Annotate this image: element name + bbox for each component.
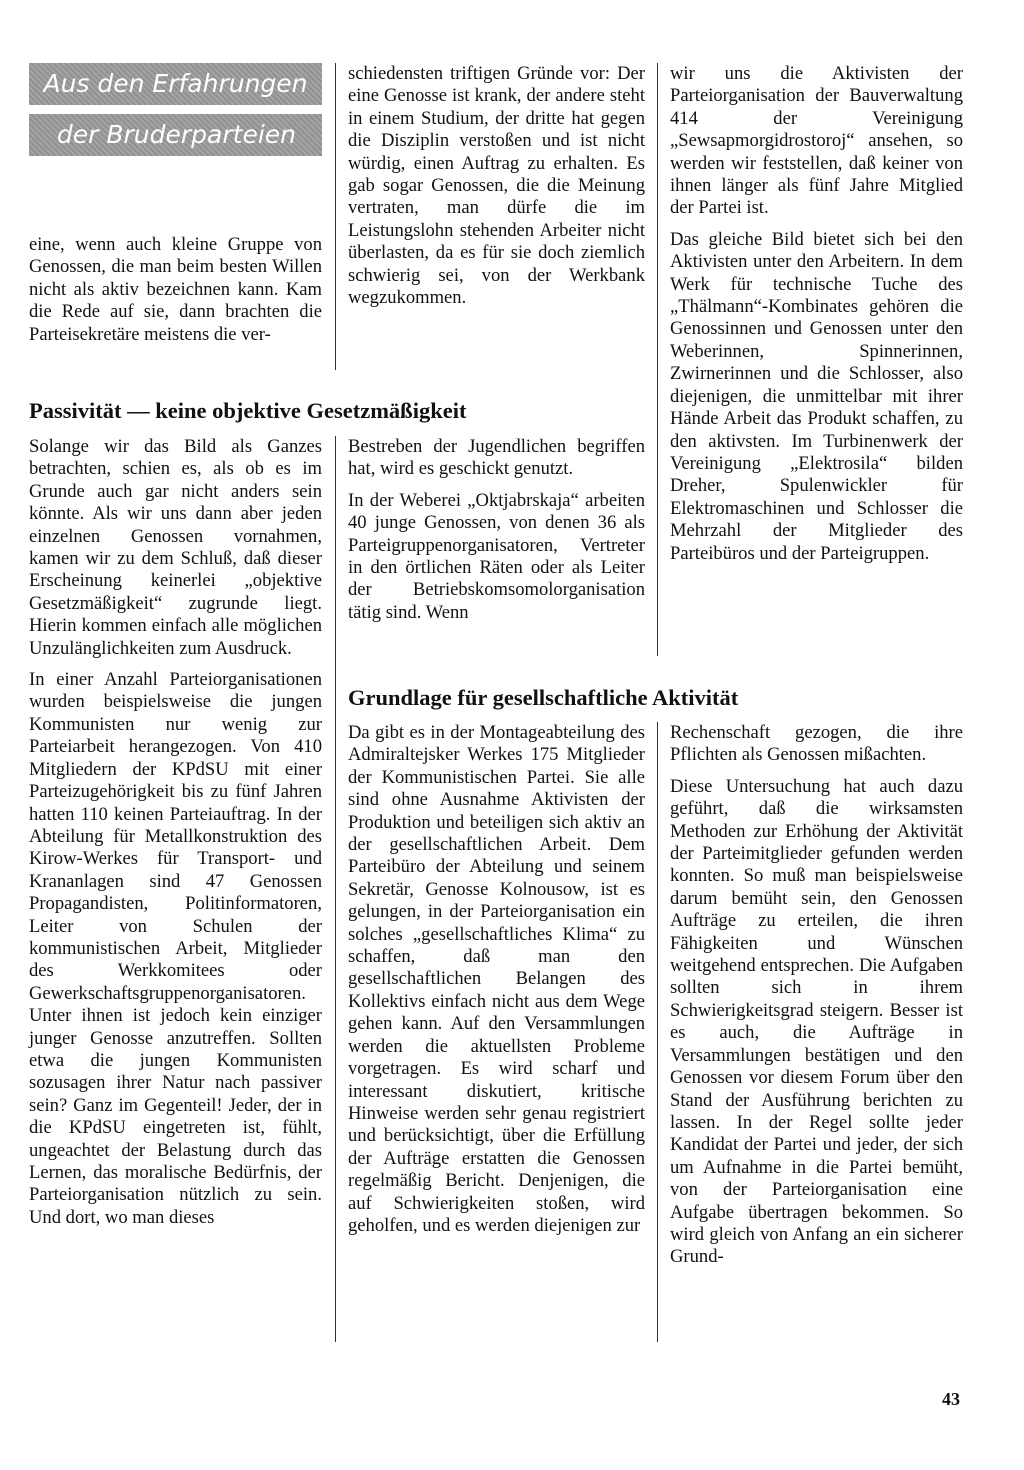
paragraph: wir uns die Aktivisten der Parteiorganisation der Bauverwaltung 414 der Vereinigung „Sewsapmorgidrostoroj“ ansehen, so werden wir feststellen, daß keiner von ihnen länger als fünf Jahre Mitglied der Partei ist. — [670, 63, 963, 219]
series-banner-line-2: der Bruderparteien — [29, 114, 322, 156]
column-2-passivity — [348, 436, 645, 624]
paragraph: Da gibt es in der Montageabteilung des Admiraltejsker Werkes 175 Mitglieder der Kommunistischen Partei. Sie alle sind ohne Ausnahme Aktivisten der Produktion und beteiligen sich aktiv an der gesellschaftlichen Arbeit. Dem Parteibüro der Abteilung und seinem Sekretär, Genosse Kolnousow, ist es gelungen, in der Parteiorganisation ein solches „gesellschaftliches Klima“ zu schaffen, daß man den gesellschaftlichen Belangen des Kollektivs einfach nicht aus dem Wege gehen kann. Auf den Versammlungen werden die aktuellsten Probleme vorgetragen. Es wird scharf und interessant diskutiert, kritische Hinweise werden sehr genau registriert und berücksichtigt, über die Erfüllung der Aufträge erstatten die Genossen regelmäßig Bericht. Denjenigen, die auf Schwierigkeiten stoßen, wird geholfen, und es werden diejenigen zur — [348, 722, 645, 1236]
column-3-top — [670, 63, 963, 565]
section-heading-foundation: Grundlage für gesellschaftliche Aktivität — [348, 685, 739, 710]
paragraph: In einer Anzahl Parteiorganisationen wurden beispielsweise die jungen Kommunisten nur wenig zur Parteiarbeit herangezogen. Von 410 Mitgliedern der KPdSU mit einer Parteizugehörigkeit bis zu fünf Jahren hatten 110 keinen Parteiauftrag. In der Abteilung für Metallkonstruktion des Kirow-Werkes für Transport- und Krananlagen sind 47 Genossen Propagandisten, Politinformatoren, Leiter von Schulen der kommunistischen Arbeit, Mitglieder des Werkkomitees oder Gewerkschaftsgruppenorganisatoren. Unter ihnen ist jedoch kein einziger junger Genosse anzutreffen. Sollten etwa die jungen Kommunisten sozusagen ihrer Natur nach passiver sein? Ganz im Gegenteil! Jeder, der in die KPdSU eingetreten ist, fühlt, ungeachtet der Belastung durch das Lernen, das moralische Bedürfnis, der Parteiorganisation nützlich zu sein. Und dort, wo man dieses — [29, 669, 322, 1228]
column-3-bottom — [670, 722, 963, 1269]
paragraph: Rechenschaft gezogen, die ihre Pflichten als Genossen mißachten. — [670, 722, 963, 766]
paragraph: Diese Untersuchung hat auch dazu geführt, daß die wirksamsten Methoden zur Erhöhung der Aktivität der Parteimitglieder gefunden werden konnten. So muß man beispielsweise darum bemüht sein, den Genossen Aufträge zu erteilen, die ihren Fähigkeiten und Wünschen weitgehend entsprechen. Die Aufgaben sollten sich in ihrem Schwierigkeitsgrad steigern. Besser ist es auch, die Aufträge in Versammlungen bestätigen und den Genossen vor diesem Forum über den Stand der Ausführung berichten zu lassen. In der Regel sollte jeder Kandidat der Partei und jeder, der sich um Aufnahme in die Partei bemüht, von der Parteiorganisation eine Aufgabe übertragen bekommen. So wird gleich von Anfang an ein sicherer Grund- — [670, 775, 963, 1268]
paragraph: Solange wir das Bild als Ganzes betrachten, schien es, als ob es im Grunde auch gar nicht anders sein könnte. Als wir uns dann aber jeden einzelnen Genossen vornahmen, kamen wir zu dem Schluß, daß dieser Erscheinung keinerlei „objektive Gesetzmäßigkeit“ zugrunde liegt. Hierin kommen einfach alle möglichen Unzulänglichkeiten zum Ausdruck. — [29, 436, 322, 659]
column-2-intro — [348, 63, 645, 309]
paragraph: In der Weberei „Oktjabrskaja“ arbeiten 40 junge Genossen, von denen 36 als Parteigruppenorganisatoren, Vertreter in den örtlichen Räten oder als Leiter der Betriebskomsomolorganisation tätig sind. Wenn — [348, 489, 645, 623]
column-1-main — [29, 436, 322, 1229]
paragraph: Das gleiche Bild bietet sich bei den Aktivisten unter den Arbeitern. In dem Werk für technische Tuche des „Thälmann“-Kombinates gehören die Genossinnen und Genossen unter den Weberinnen, Spinnerinnen, Zwirnerinnen und die Schlosser, also diejenigen, die unmittelbar mit ihrer Hände Arbeit das Produkt schaffen, zu den aktivsten. Im Turbinenwerk der Vereinigung „Elektrosila“ bilden Dreher, Spulenwickler für Elektromaschinen und Schlosser die Mehrzahl der Mitglieder des Parteibüros und der Parteigruppen. — [670, 228, 963, 564]
paragraph: Bestreben der Jugendlichen begriffen hat, wird es geschickt genutzt. — [348, 436, 645, 480]
section-heading-passivity: Passivität — keine objektive Gesetzmäßigkeit — [29, 398, 467, 423]
column-rule — [657, 63, 658, 656]
page-number: 43 — [942, 1389, 960, 1409]
series-banner-line-1: Aus den Erfahrungen — [29, 63, 322, 105]
paragraph: schiedensten triftigen Gründe vor: Der eine Genosse ist krank, der andere steht in einem Studium, der dritte hat gegen die Disziplin verstoßen und ist nicht würdig, einen Auftrag zu erhalten. Es gab sogar Genossen, die die Meinung vertraten, man dürfe die im Leistungslohn stehenden Arbeiter nicht überlasten, da es für sie doch ziemlich schwierig sei, von der Werkbank wegzukommen. — [348, 63, 645, 309]
column-rule — [335, 63, 336, 370]
column-rule — [335, 436, 336, 1342]
column-1-intro — [29, 234, 322, 346]
column-rule — [657, 722, 658, 1342]
paragraph: eine, wenn auch kleine Gruppe von Genossen, die man beim besten Willen nicht als aktiv bezeichnen kann. Kam die Rede auf sie, dann brachten die Parteisekretäre meistens die ver- — [29, 234, 322, 345]
column-2-foundation — [348, 722, 645, 1237]
